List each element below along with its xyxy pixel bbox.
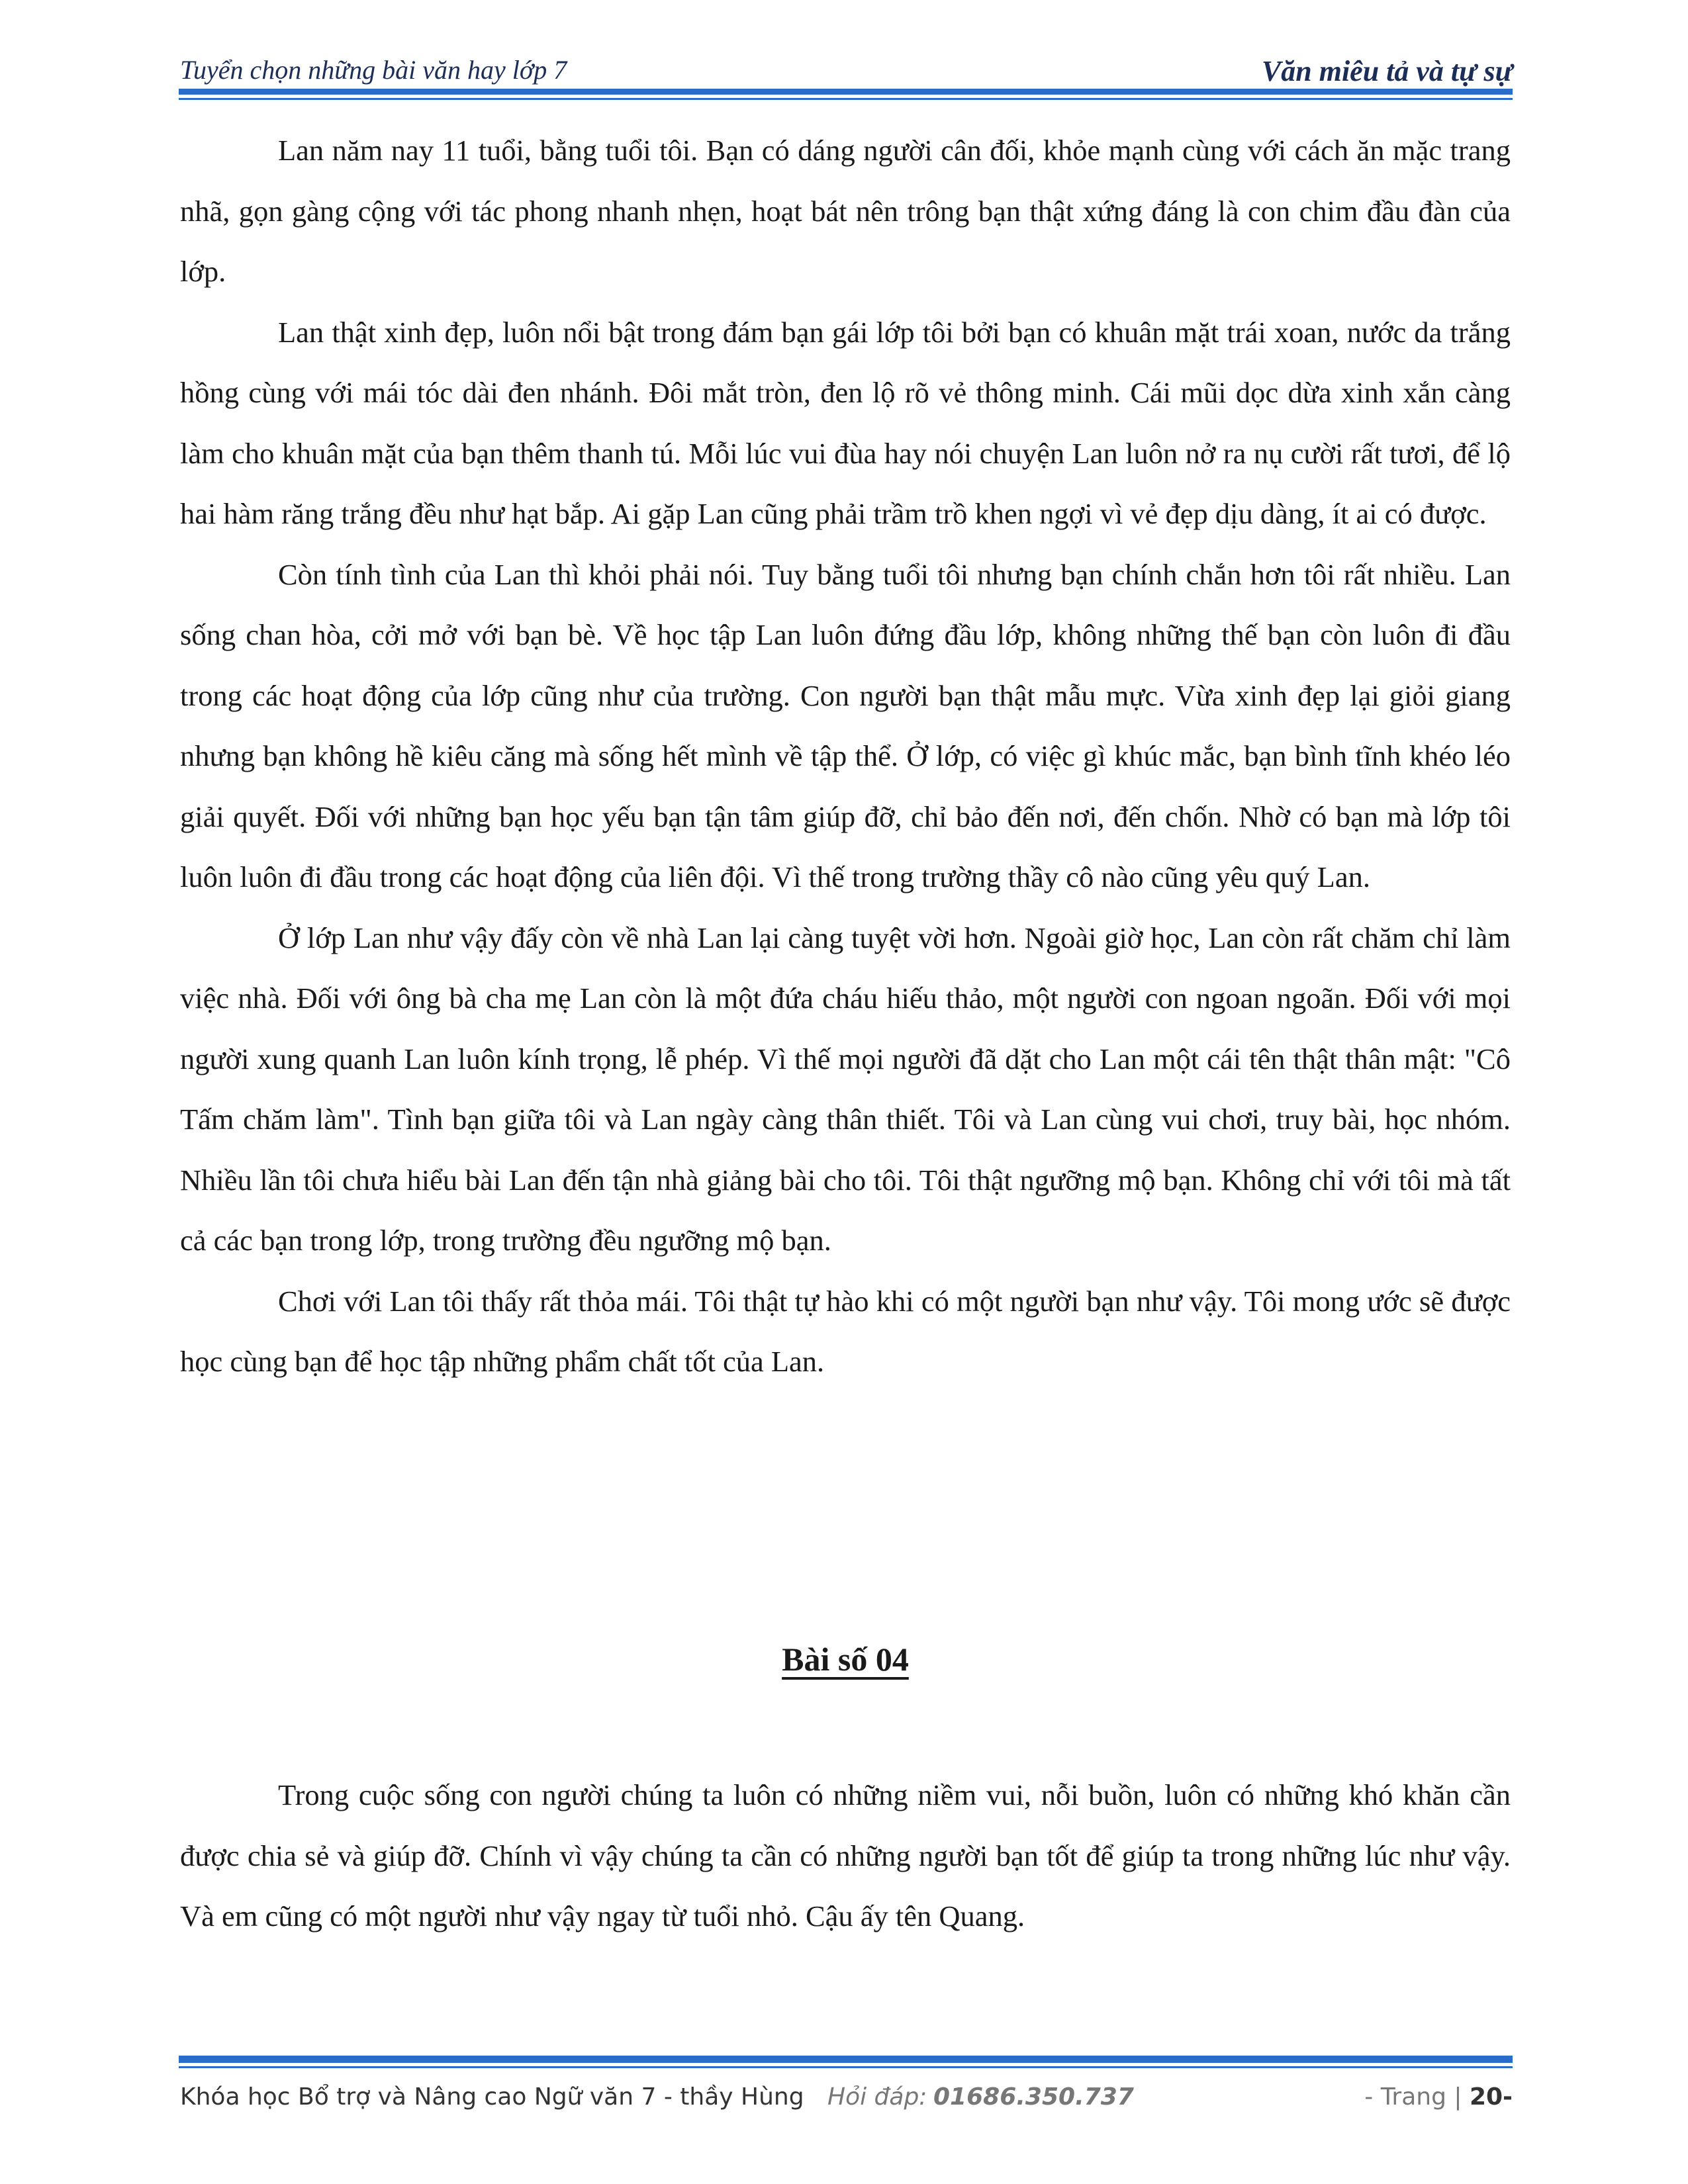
footer-hotline-label: Hỏi đáp: [827,2083,927,2111]
footer-divider-thin [179,2066,1513,2068]
essay-body [180,120,1511,1392]
paragraph: Còn tính tình của Lan thì khỏi phải nói. Tuy bằng tuổi tôi nhưng bạn chính chắn hơn tôi rất nhiều. Lan sống chan hòa, cởi mở với bạn bè. Về học tập Lan luôn đứng đầu lớp, không những thế bạn còn luôn đi đầu trong các hoạt động của lớp cũng như của trường. Con người bạn thật mẫu mực. Vừa xinh đẹp lại giỏi giang nhưng bạn không hề kiêu căng mà sống hết mình về tập thể. Ở lớp, có việc gì khúc mắc, bạn bình tĩnh khéo léo giải quyết. Đối với những bạn học yếu bạn tận tâm giúp đỡ, chỉ bảo đến nơi, đến chốn. Nhờ có bạn mà lớp tôi luôn luôn đi đầu trong các hoạt động của liên đội. Vì thế trong trường thầy cô nào cũng yêu quý Lan. [180,557,1511,893]
header-section-title: Văn miêu tả và tự sự [1261,55,1513,87]
footer-hotline: 01686.350.737 [933,2083,1134,2111]
paragraph: Ở lớp Lan như vậy đấy còn về nhà Lan lại càng tuyệt vời hơn. Ngoài giờ học, Lan còn rất chăm chỉ làm việc nhà. Đối với ông bà cha mẹ Lan còn là một đứa cháu hiếu thảo, một người con ngoan ngoãn. Đối với mọi người xung quanh Lan luôn kính trọng, lễ phép. Vì thế mọi người đã dặt cho Lan một cái tên thật thân mật: "Cô Tấm chăm làm". Tình bạn giữa tôi và Lan ngày càng thân thiết. Tôi và Lan cùng vui chơi, truy bài, học nhóm. Nhiều lần tôi chưa hiểu bài Lan đến tận nhà giảng bài cho tôi. Tôi thật ngưỡng mộ bạn. Không chỉ với tôi mà tất cả các bạn trong lớp, trong trường đều ngưỡng mộ bạn. [180,921,1511,1257]
paragraph: Trong cuộc sống con người chúng ta luôn có những niềm vui, nỗi buồn, luôn có những khó khăn cần được chia sẻ và giúp đỡ. Chính vì vậy chúng ta cần có những người bạn tốt để giúp ta trong những lúc như vậy. Và em cũng có một người như vậy ngay từ tuổi nhỏ. Cậu ấy tên Quang. [180,1778,1511,1933]
header-book-title: Tuyển chọn những bài văn hay lớp 7 [180,55,567,85]
footer-page-number [1364,2083,1513,2111]
section-body [180,1765,1511,1947]
header-divider-thin [179,98,1513,100]
page-number: 20- [1469,2083,1513,2111]
page-footer [179,2078,1513,2124]
footer-course: Khóa học Bổ trợ và Nâng cao Ngữ văn 7 - thầy Hùng [180,2083,804,2111]
paragraph: Lan năm nay 11 tuổi, bằng tuổi tôi. Bạn có dáng người cân đối, khỏe mạnh cùng với cách ăn mặc trang nhã, gọn gàng cộng với tác phong nhanh nhẹn, hoạt bát nên trông bạn thật xứng đáng là con chim đầu đàn của lớp. [180,134,1511,288]
footer-divider [179,2056,1513,2063]
paragraph: Chơi với Lan tôi thấy rất thỏa mái. Tôi thật tự hào khi có một người bạn như vậy. Tôi mong ước sẽ được học cùng bạn để học tập những phẩm chất tốt của Lan. [180,1284,1511,1378]
paragraph: Lan thật xinh đẹp, luôn nổi bật trong đám bạn gái lớp tôi bởi bạn có khuân mặt trái xoan, nước da trắng hồng cùng với mái tóc dài đen nhánh. Đôi mắt tròn, đen lộ rõ vẻ thông minh. Cái mũi dọc dừa xinh xắn càng làm cho khuân mặt của bạn thêm thanh tú. Mỗi lúc vui đùa hay nói chuyện Lan luôn nở ra nụ cười rất tươi, để lộ hai hàm răng trắng đều như hạt bắp. Ai gặp Lan cũng phải trầm trồ khen ngợi vì vẻ đẹp dịu dàng, ít ai có được. [180,315,1511,530]
page-label: - Trang | [1364,2083,1462,2111]
section-heading: Bài số 04 [782,1641,909,1678]
header-divider [179,89,1513,95]
